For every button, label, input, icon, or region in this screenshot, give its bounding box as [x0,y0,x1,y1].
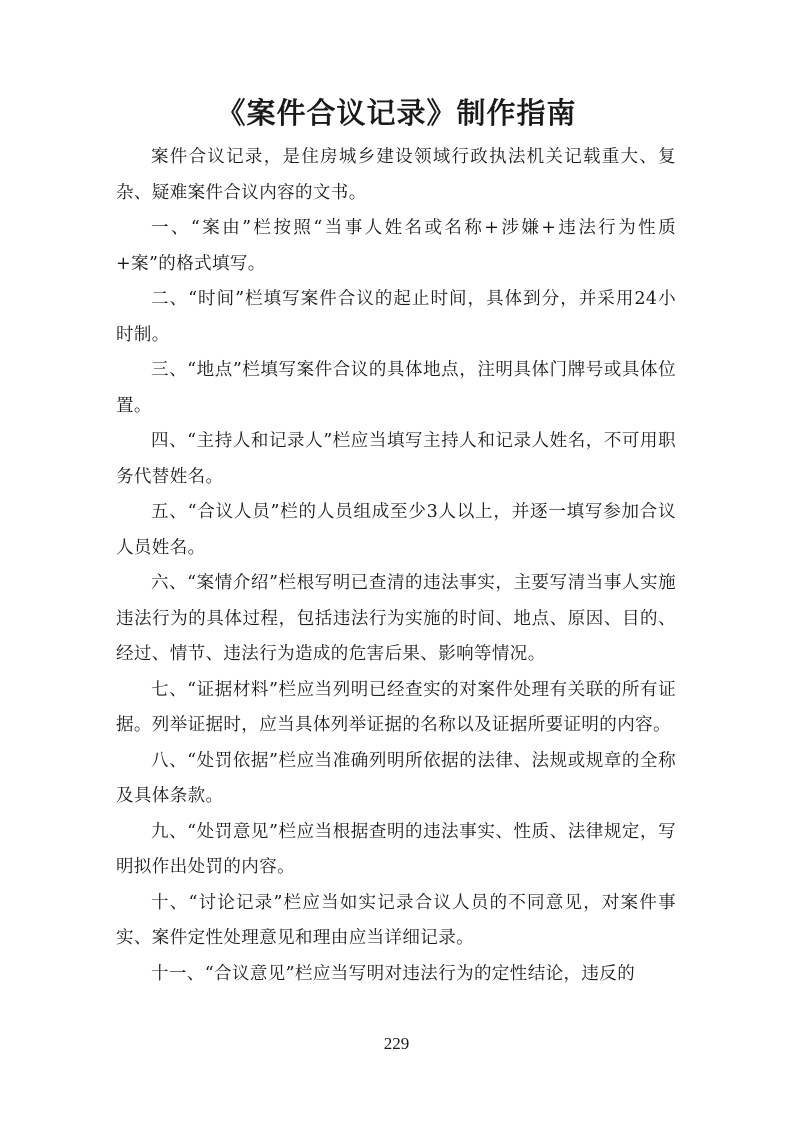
paragraph-item-7: 七、“证据材料”栏应当列明已经查实的对案件处理有关联的所有证据。列举证据时，应当具体列举证据的名称以及证据所要证明的内容。 [116,679,676,735]
paragraph-item-4: 四、“主持人和记录人”栏应当填写主持人和记录人姓名，不可用职务代替姓名。 [116,431,676,487]
paragraph-item-5: 五、“合议人员”栏的人员组成至少3人以上，并逐一填写参加合议人员姓名。 [116,502,676,558]
paragraph-item-11: 十一、“合议意见”栏应当写明对违法行为的定性结论，违反的 [151,963,636,984]
page-number: 229 [383,1034,410,1053]
paragraph-item-3: 三、“地点”栏填写案件合议的具体地点，注明具体门牌号或具体位置。 [116,360,676,416]
paragraph-item-8: 八、“处罚依据”栏应当准确列明所依据的法律、法规或规章的全称及具体条款。 [116,750,676,806]
paragraph-item-2: 二、“时间”栏填写案件合议的起止时间，具体到分，并采用24小时制。 [116,289,676,345]
paragraph-item-10: 十、“讨论记录”栏应当如实记录合议人员的不同意见，对案件事实、案件定性处理意见和理由应当详细记录。 [116,892,676,948]
page-title: 《案件合议记录》制作指南 [216,96,577,130]
paragraph-item-9: 九、“处罚意见”栏应当根据查明的违法事实、性质、法律规定，写明拟作出处罚的内容。 [116,821,676,877]
paragraph-item-6: 六、“案情介绍”栏根写明已查清的违法事实，主要写清当事人实施违法行为的具体过程，包括违法行为实施的时间、地点、原因、目的、经过、情节、违法行为造成的危害后果、影响等情况。 [116,573,676,664]
paragraph-item-1: 一、“案由”栏按照“当事人姓名或名称+涉嫌+违法行为性质+案”的格式填写。 [116,218,676,274]
document-body [116,140,676,992]
paragraph-intro: 案件合议记录，是住房城乡建设领域行政执法机关记载重大、复杂、疑难案件合议内容的文书。 [116,147,676,203]
